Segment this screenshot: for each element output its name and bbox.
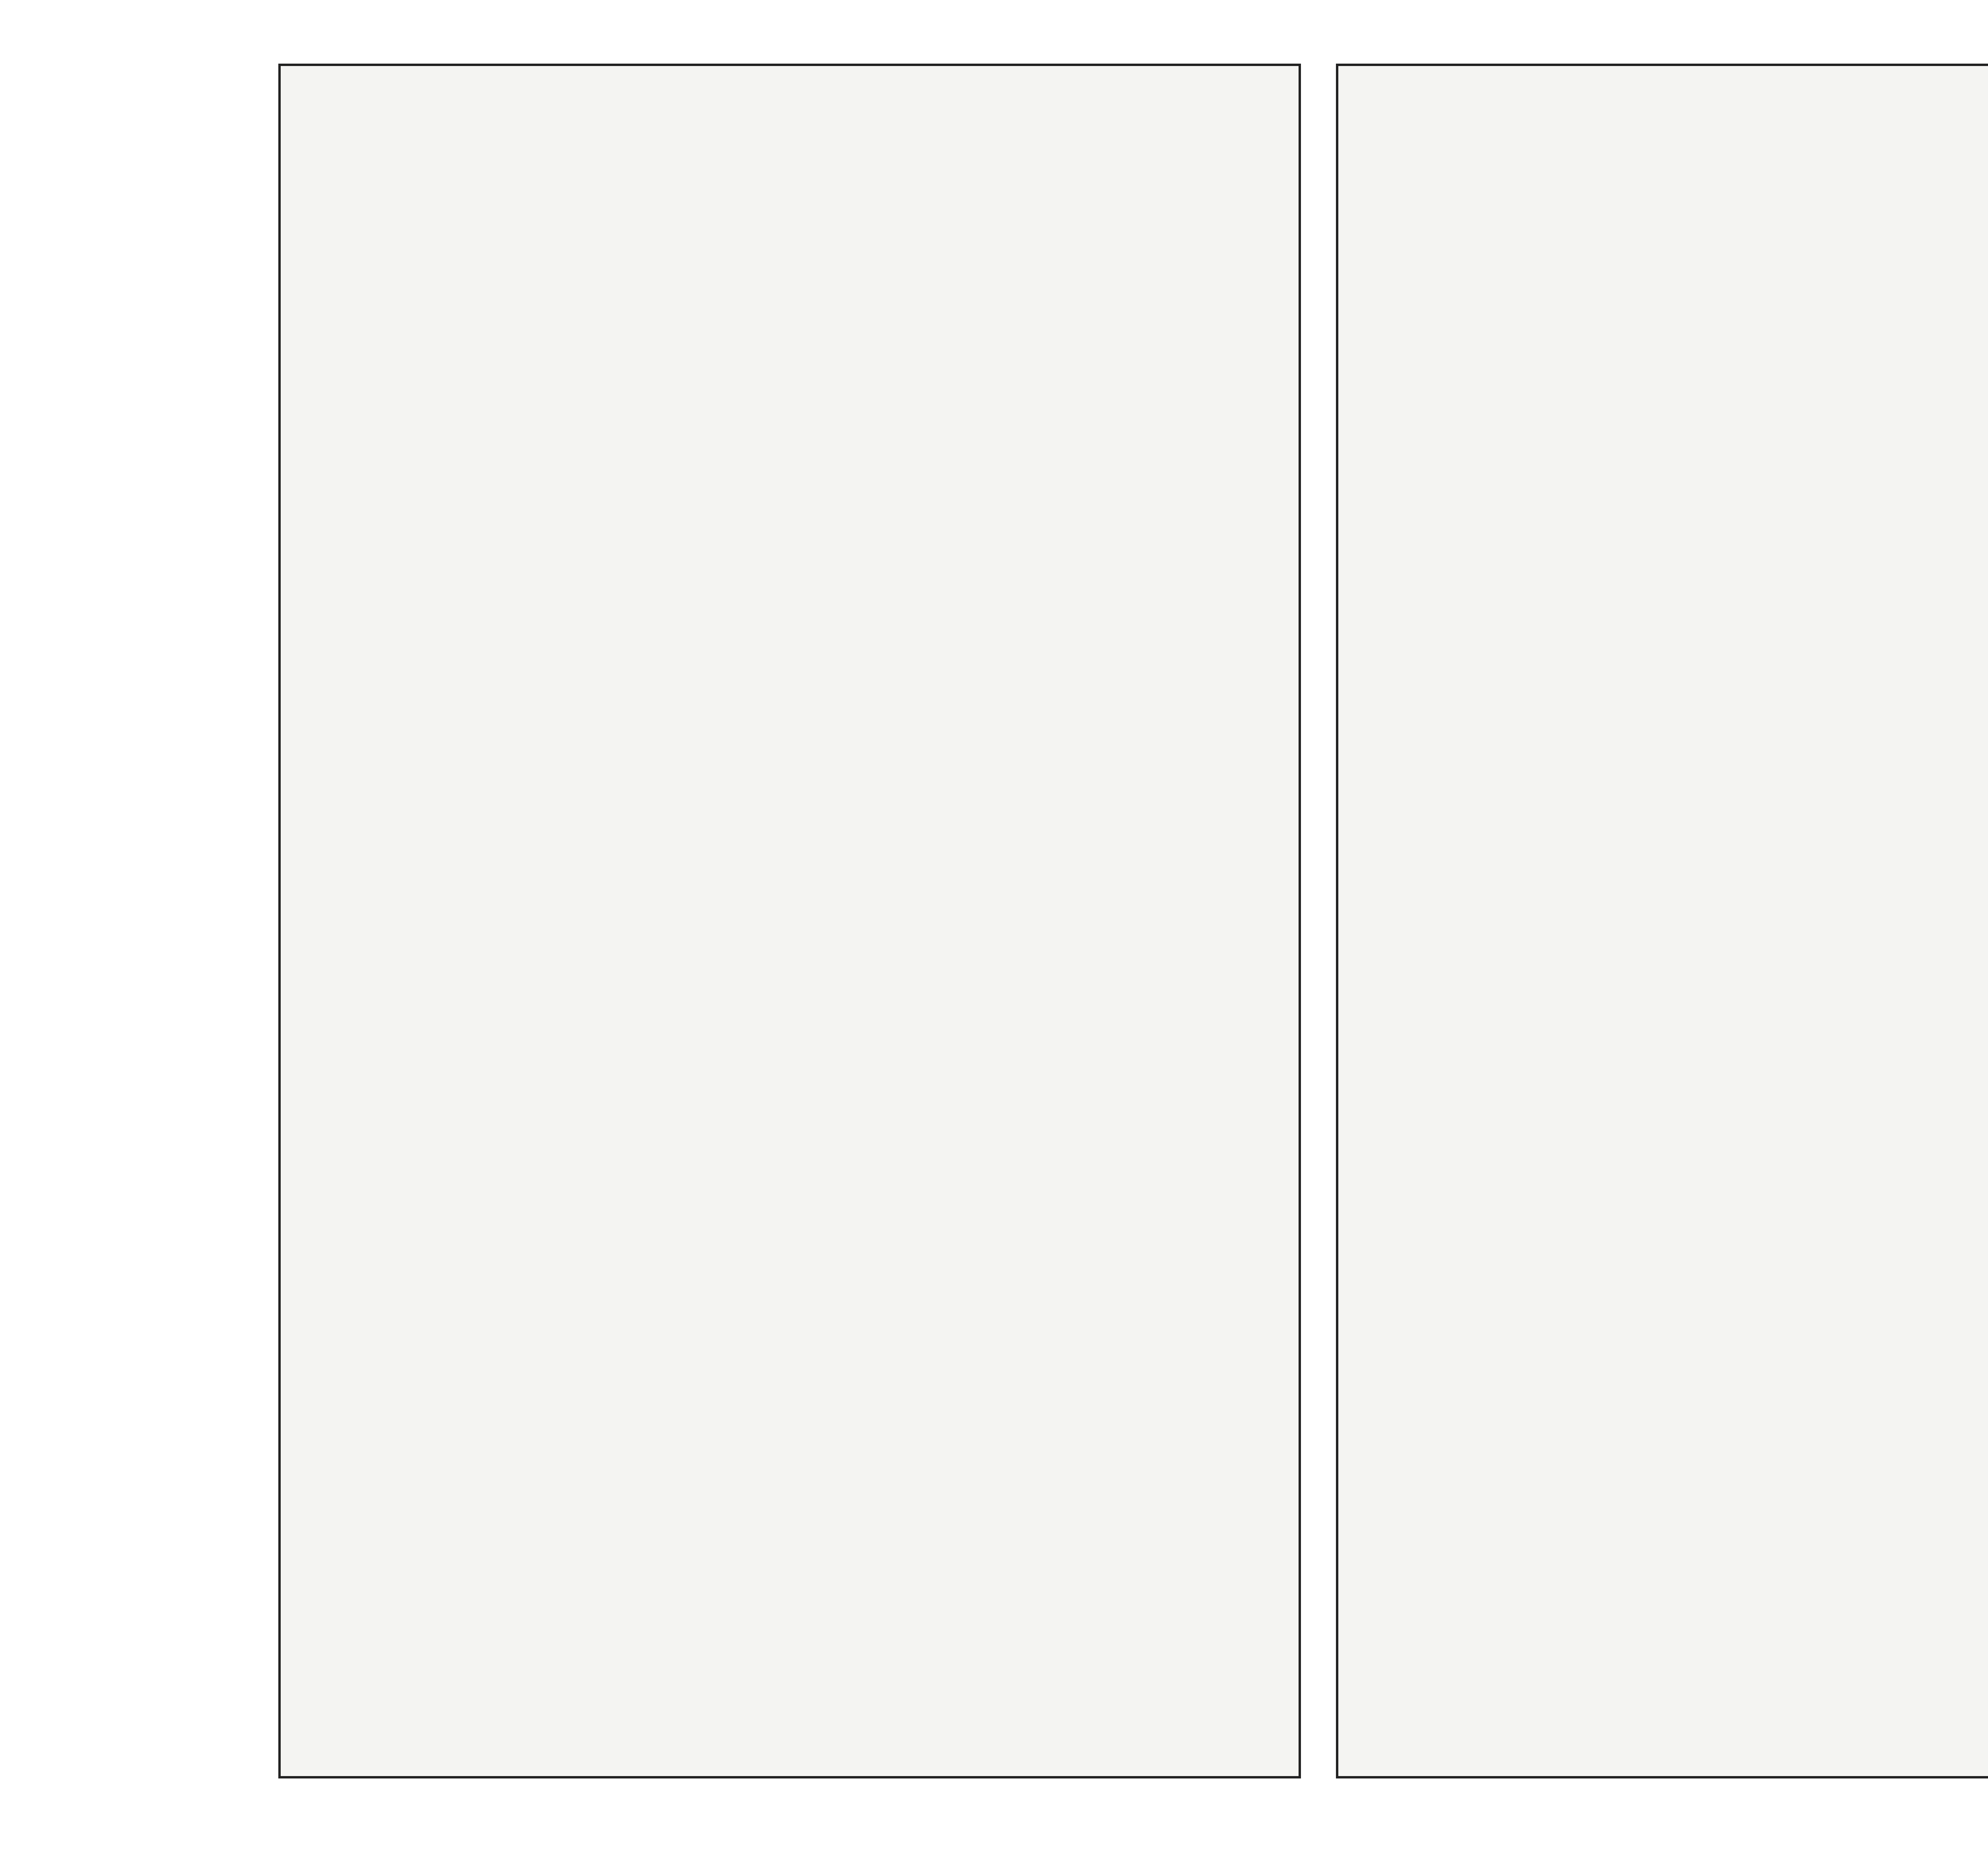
left-page <box>278 64 1301 1778</box>
right-page <box>1336 64 1988 1778</box>
